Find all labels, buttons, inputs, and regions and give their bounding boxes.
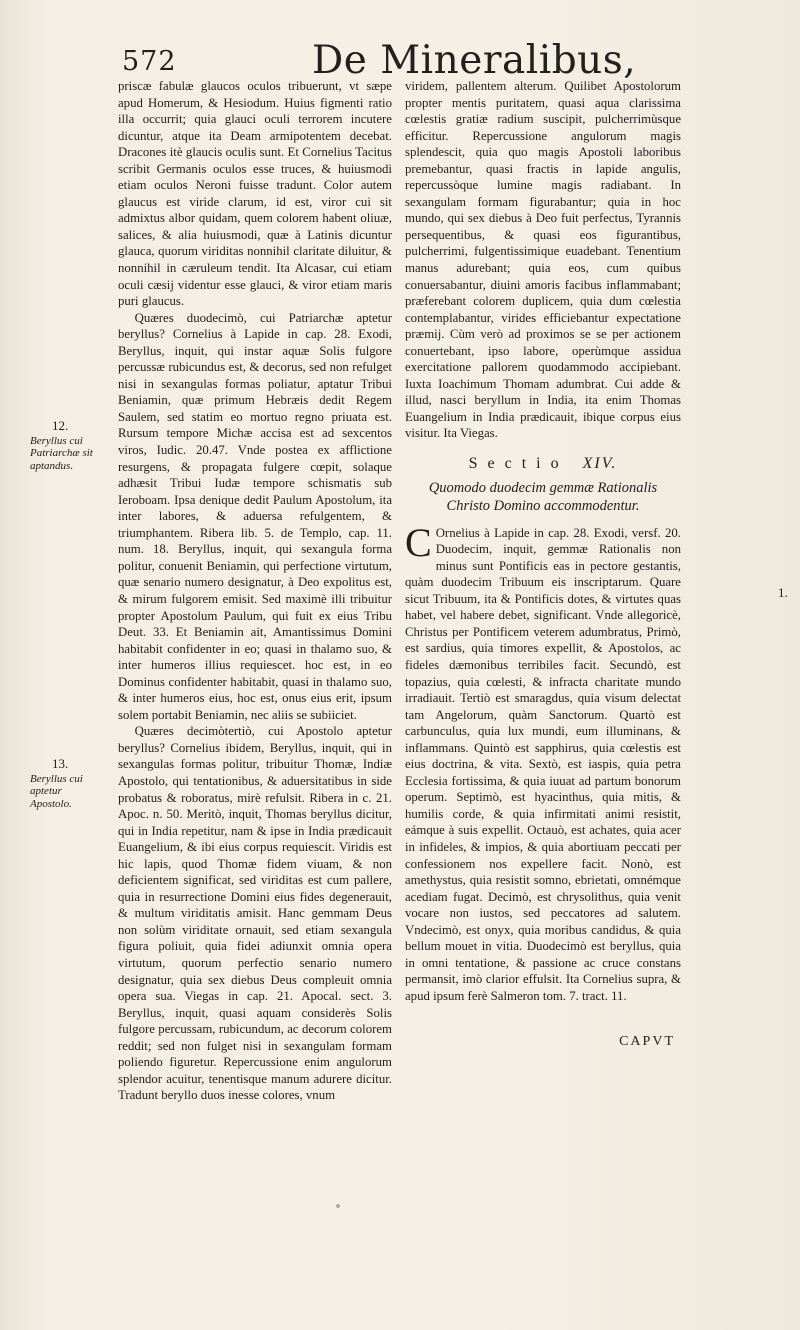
margin-note-text: Beryllus cui Patriarchæ sit aptandus. [30,434,93,472]
margin-note-number: 12. [52,418,69,433]
margin-note-12 [30,420,106,472]
paper-speck [336,1204,340,1208]
paragraph: Quæres duodecimò, cui Patriarchæ aptetur beryllus? Cornelius à Lapide in cap. 28. Exodi, Beryllus, inquit, qui instar aquæ Solis fulgore percussæ rubicundus est, & decorus, sed non refulget nisi in sexangulas formas poliatur, aptatur Tribui Beniamin, quæ primum Hebræis dedit Regem Saulem, sed statim eo mortuo regno priuata est. Rursum tempore Michæ accisa est ad sexcentos viros, Iudic. 20.47. Vnde postea ex afflictione resurgens, & propagata fulgere cœpit, solaque adhæsit Tribui Iudæ tempore schismatis sub Ieroboam. Ipsa denique dedit Paulum Apostolum, ita inter labores, & aduersa refulgentem, & triumphantem. Ribera lib. 5. de Templo, cap. 11. num. 18. Beryllus, inquit, qui sexangula forma politur, conuenit Beniamin, qui perfectione virtutum, quæ senario numero designatur, à Deo expolitus est, & mirum fulgorem emisit. Sed maximè illi tribuitur propter Apostolum Paulum, qui fuit ex eius Tribu Deut. 33. Et Beniamin ait, Amantissimus Domini habitabit confidenter in eo; quasi in thalamo suo, & inter humeros illius requiescet. hoc est, in eo Dominus confidenter habitabit, quasi in thalamo suo, & inter humeros eius, hoc est, onus eius erit, ipsum solem portabit Beniamin, nec aliis se subiiciet. [118,310,392,722]
paragraph: priscæ fabulæ glaucos oculos tribuerunt, vt sæpe apud Homerum, & Hesiodum. Huius figmenti ratio illa occurrit; quia glauci oculi terrorem incutere dicuntur, atque ita Deam armipotentem decebat. Dracones itè glaucis oculis sunt. Et Cornelius Tacitus scribit Germanis oculos esse truces, & huiusmodi etiam oculos Neroni fuisse tradunt. Color autem glaucus est viride clarum, id est, viror cui sit admixtus albor quidam, quem colorem habent oliuæ, salices, & alia huiusmodi, quæ à Latinis dicuntur glauca, quorum viriditas nonnihil claritate diluitur, & nonnihil in cæruleum tendit. Ita Alcasar, cui etiam oculi cæsij videntur esse glauci, & viror etiam maris puri glaucus. [118,79,392,309]
section-label: Sectio [468,455,569,473]
book-title: De Mineralibus, [312,38,637,83]
right-margin-number: 1. [778,585,788,600]
paragraph: viridem, pallentem alterum. Quilibet Apostolorum propter mentis puritatem, quasi aqua clarissima cœlestis gratiæ radium suscipit, pulcherrimùsque efficitur. Repercussione angulorum magis splendescit, quia quo magis Apostoli laboribus premebantur, quasi fractis in lapide angulis, repercussòque lumine magis radiabant. In sexangulam formam figurabantur; quia in hoc mundo, qui sex diebus à Deo fuit perfectus, Tyrannis persequentibus, & quasi eos figurantibus, pulcherrimi, fulgentissimique euadebant. Tenentium manus adurebant; quia eos, cum quibus conuersabantur, diuini amoris facibus inflammabant; præferebant colorem duplicem, quia dum cœlestia contemplabantur, virides efficiebantur expectatione præmij. Cùm verò ad proximos se se per actionem conuertebant, ipso labore, operùmque assidua exercitatione pallorem quodammodo accipiebant. Iuxta Ioachimum Thomam adumbrat. Cui adde & illud, nasci beryllum in India, ita enim Thomas Euangelium in India prædicauit, ibique corpus eius visitur. Ita Viegas. [405,79,681,441]
section-subtitle: Quomodo duodecim gemmæ Rationalis Christo Domino accommodentur. [428,479,658,514]
margin-note-13 [30,758,106,810]
drop-cap: C [405,519,432,565]
page-number: 572 [122,46,177,77]
paragraph-text: Ornelius à Lapide in cap. 28. Exodi, versf. 20. Duodecim, inquit, gemmæ Rationalis non minus sunt Pontificis eas in pectore gestantis, quàm duodecim Tribuum eis inscriptarum. Quare sicut Tribuum, ita & Pontificis dotes, & virtutes quas habet, vel habere debet, significant. Vnde allegoricè, Christus per Pontificem veterem adumbratus, Primò, est sardius, quia timores expellit, & Apostolos, ac fideles dæmonibus terribiles facit. Secundò, est topazius, quia cœlesti, & infracta charitate mundo irradiauit. Tertiò est smaragdus, quia visum delectat tam Angelorum, quàm Sanctorum. Quartò est carbunculus, quia lux mundi, eum illuminans, & inflammans. Quintò est sapphirus, quia cœlestis est eius doctrina, & vita. Sextò, est iaspis, quia petra Ecclesia fortissima, & quia iuuat ad partum bonorum operum. Septimò, est hyacinthus, quia mitis, & humilis corde, & quia infirmitati animi resistit, eámque à suis expellit. Octauò, est achates, quia acer in infideles, & impios, & quia abortiuam peccati per confessionem nos expellere facit. Nonò, est amethystus, quia resistit somno, ebrietati, omnémque acediam fugat. Decimò, est chrysolithus, quia venit vocare non iustos, sed peccatores ad salutem. Vndecimò, est onyx, quia moribus candidus, & quia bellum mouet in vitia. Duodecimò est beryllus, quia in omni tentatione, & passione ac cruce constans permansit, imò clarior effulsit. Ita Cornelius supra, & apud ipsum ferè Salmeron tom. 7. tract. 11. [405,525,681,1003]
paragraph-with-dropcap [405,519,681,1005]
margin-note-text: Beryllus cui aptetur Apostolo. [30,772,83,810]
left-column [118,78,392,1104]
catchword: CAPVT [619,1034,675,1050]
section-number: XIV. [582,455,618,473]
paragraph: Quæres decimòtertiò, cui Apostolo aptetur beryllus? Cornelius ibidem, Beryllus, inquit, qui in sexangulas formas politur, tribuitur Thomæ, Indiæ Apostolo, qui tentationibus, & aduersitatibus in side probatus & roboratus, mirè refulsit. Ribera in c. 21. Apoc. n. 50. Meritò, inquit, Thomas beryllus dicitur, qui in India repetitur, nam & ipse in India prædicauit Euangelium, & ibi eius corpus requiescit. Viridis est hic lapis, quod Thomæ fidem viuam, & non deficientem significat, sed viriditas est cum pallere, quia in resurrectione Domini eius fides degenerauit, & multum viriditatis amisit. Hanc gemmam Deus non solùm viriditate ornauit, sed etiam sexangula figura poliuit, quia fidei adiunxit omnia opera virtutum, quorum perfectio senario numero designatur, quia sex diebus Deus compleuit omnia opera sua. Viegas in cap. 21. Apocal. sect. 3. Beryllus, inquit, quasi aquam considerès Solis fulgore percussam, rubicundum, ac decorum colorem reddit; sed non fulget nisi in sexangulam formam poliendo figuretur. Repercussione enim angulorum splendor acuitur, tenentisque manum adurere dicitur. Tradunt beryllo duos inesse colores, vnum [118,724,392,1103]
margin-note-number: 13. [52,756,69,771]
right-column [405,78,681,1051]
section-heading [405,456,681,473]
